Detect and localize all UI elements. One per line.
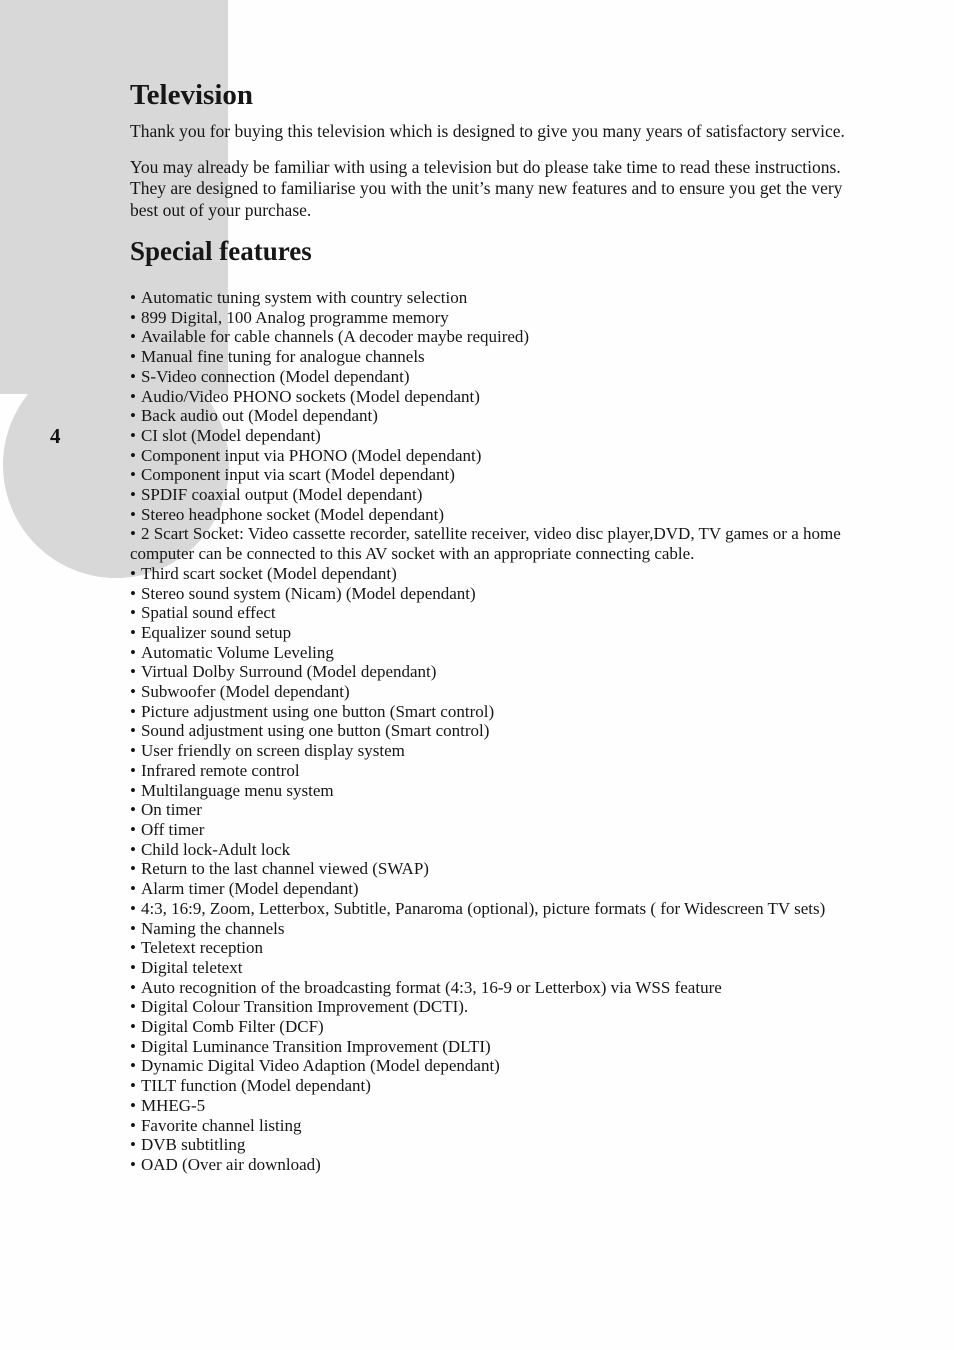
bullet-icon: • [130, 721, 136, 741]
bullet-icon: • [130, 563, 136, 583]
feature-text: DVB subtitling [140, 1135, 246, 1155]
bullet-icon: • [130, 1017, 136, 1037]
feature-text: Virtual Dolby Surround (Model dependant) [140, 662, 437, 682]
feature-item [130, 1155, 872, 1175]
feature-item [130, 347, 872, 367]
feature-text: Sound adjustment using one button (Smart control) [140, 721, 490, 741]
feature-item [130, 919, 872, 939]
feature-item [130, 899, 872, 919]
feature-text: Component input via scart (Model dependant) [140, 465, 455, 485]
feature-item [130, 406, 872, 426]
bullet-icon: • [130, 425, 136, 445]
feature-text: 2 Scart Socket: Video cassette recorder, satellite receiver, video disc player,DVD, TV games or a home computer can be connected to this AV socket with an appropriate connecting cable. [130, 524, 841, 564]
bullet-icon: • [130, 406, 136, 426]
feature-item [130, 1056, 872, 1076]
bullet-icon: • [130, 800, 136, 820]
feature-item [130, 938, 872, 958]
feature-text: Digital Colour Transition Improvement (DCTI). [140, 997, 469, 1017]
feature-text: Return to the last channel viewed (SWAP) [140, 859, 429, 879]
bullet-icon: • [130, 780, 136, 800]
bullet-icon: • [130, 327, 136, 347]
feature-text: Multilanguage menu system [140, 780, 334, 800]
bullet-icon: • [130, 1056, 136, 1076]
bullet-icon: • [130, 386, 136, 406]
feature-text: Digital teletext [140, 957, 243, 977]
intro-paragraph-2: You may already be familiar with using a television but do please take time to read these instructions. They are designed to familiarise you with the unit’s many new features and to ensure you get the very best out of your purchase. [130, 156, 843, 220]
bullet-icon: • [130, 977, 136, 997]
bullet-icon: • [130, 819, 136, 839]
feature-text: Off timer [140, 819, 205, 839]
bullet-icon: • [130, 504, 136, 524]
feature-item [130, 446, 872, 466]
bullet-icon: • [130, 760, 136, 780]
feature-item [130, 603, 872, 623]
feature-item [130, 1037, 872, 1057]
feature-text: TILT function (Model dependant) [140, 1076, 371, 1096]
feature-text: Infrared remote control [140, 760, 300, 780]
feature-item [130, 308, 872, 328]
feature-item [130, 623, 872, 643]
bullet-icon: • [130, 957, 136, 977]
feature-text: Teletext reception [140, 938, 263, 958]
bullet-icon: • [130, 307, 136, 327]
feature-item [130, 387, 872, 407]
feature-text: Manual fine tuning for analogue channels [140, 347, 425, 367]
feature-item [130, 800, 872, 820]
feature-item [130, 288, 872, 308]
feature-item [130, 485, 872, 505]
bullet-icon: • [130, 1115, 136, 1135]
page-title: Television [130, 79, 254, 111]
feature-text: 899 Digital, 100 Analog programme memory [140, 307, 449, 327]
feature-text: Picture adjustment using one button (Smart control) [140, 701, 495, 721]
bullet-icon: • [130, 997, 136, 1017]
bullet-icon: • [130, 879, 136, 899]
feature-item [130, 584, 872, 604]
bullet-icon: • [130, 366, 136, 386]
feature-item [130, 741, 872, 761]
page-number: 4 [50, 424, 61, 448]
feature-text: S-Video connection (Model dependant) [140, 366, 410, 386]
feature-item [130, 367, 872, 387]
bullet-icon: • [130, 741, 136, 761]
bullet-icon: • [130, 1095, 136, 1115]
bullet-icon: • [130, 701, 136, 721]
bullet-icon: • [130, 485, 136, 505]
bullet-icon: • [130, 839, 136, 859]
feature-item [130, 721, 872, 741]
bullet-icon: • [130, 1076, 136, 1096]
feature-item [130, 524, 872, 563]
bullet-icon: • [130, 622, 136, 642]
feature-text: Dynamic Digital Video Adaption (Model dependant) [140, 1056, 500, 1076]
feature-item [130, 840, 872, 860]
feature-text: On timer [140, 800, 202, 820]
feature-text: Naming the channels [140, 918, 285, 938]
section-heading: Special features [130, 236, 312, 266]
feature-text: Auto recognition of the broadcasting format (4:3, 16-9 or Letterbox) via WSS feature [140, 977, 722, 997]
feature-text: Stereo headphone socket (Model dependant) [140, 504, 445, 524]
feature-item [130, 643, 872, 663]
feature-text: CI slot (Model dependant) [140, 425, 321, 445]
bullet-icon: • [130, 583, 136, 603]
bullet-icon: • [130, 445, 136, 465]
bullet-icon: • [130, 1036, 136, 1056]
feature-item [130, 958, 872, 978]
feature-text: Audio/Video PHONO sockets (Model dependant) [140, 386, 480, 406]
bullet-icon: • [130, 859, 136, 879]
feature-text: Back audio out (Model dependant) [140, 406, 378, 426]
feature-text: Favorite channel listing [140, 1115, 302, 1135]
feature-text: Alarm timer (Model dependant) [140, 879, 359, 899]
feature-item [130, 564, 872, 584]
feature-text: Component input via PHONO (Model dependant) [140, 445, 482, 465]
bullet-icon: • [130, 898, 136, 918]
feature-text: SPDIF coaxial output (Model dependant) [140, 485, 423, 505]
content-column [130, 78, 872, 1175]
feature-item [130, 859, 872, 879]
bullet-icon: • [130, 347, 136, 367]
feature-text: MHEG-5 [140, 1095, 206, 1115]
feature-item [130, 1017, 872, 1037]
feature-item [130, 505, 872, 525]
bullet-icon: • [130, 918, 136, 938]
intro-paragraph-1: Thank you for buying this television which is designed to give you many years of satisfactory service. [130, 121, 845, 141]
feature-item [130, 820, 872, 840]
bullet-icon: • [130, 1135, 136, 1155]
feature-text: Automatic Volume Leveling [140, 642, 334, 662]
bullet-icon: • [130, 1154, 136, 1174]
feature-item [130, 465, 872, 485]
feature-text: Subwoofer (Model dependant) [140, 682, 350, 702]
feature-item [130, 327, 872, 347]
feature-text: Stereo sound system (Nicam) (Model dependant) [140, 583, 476, 603]
bullet-icon: • [130, 662, 136, 682]
features-list [130, 288, 872, 1175]
feature-text: Automatic tuning system with country selection [140, 288, 468, 307]
feature-item [130, 426, 872, 446]
feature-item [130, 662, 872, 682]
feature-text: Equalizer sound setup [140, 622, 292, 642]
feature-item [130, 761, 872, 781]
feature-text: Digital Luminance Transition Improvement (DLTI) [140, 1036, 491, 1056]
feature-item [130, 1096, 872, 1116]
bullet-icon: • [130, 682, 136, 702]
feature-item [130, 1116, 872, 1136]
feature-item [130, 1076, 872, 1096]
feature-text: User friendly on screen display system [140, 741, 405, 761]
feature-text: Digital Comb Filter (DCF) [140, 1017, 324, 1037]
feature-item [130, 1135, 872, 1155]
feature-text: OAD (Over air download) [140, 1154, 321, 1174]
bullet-icon: • [130, 642, 136, 662]
bullet-icon: • [130, 288, 136, 307]
feature-text: Available for cable channels (A decoder maybe required) [140, 327, 530, 347]
feature-item [130, 682, 872, 702]
feature-item [130, 997, 872, 1017]
feature-item [130, 978, 872, 998]
bullet-icon: • [130, 524, 136, 544]
feature-text: 4:3, 16:9, Zoom, Letterbox, Subtitle, Panaroma (optional), picture formats ( for Widescreen TV sets) [140, 898, 826, 918]
feature-text: Spatial sound effect [140, 603, 276, 623]
bullet-icon: • [130, 603, 136, 623]
bullet-icon: • [130, 465, 136, 485]
feature-text: Third scart socket (Model dependant) [140, 563, 397, 583]
bullet-icon: • [130, 938, 136, 958]
feature-text: Child lock-Adult lock [140, 839, 291, 859]
feature-item [130, 781, 872, 801]
feature-item [130, 879, 872, 899]
feature-item [130, 702, 872, 722]
